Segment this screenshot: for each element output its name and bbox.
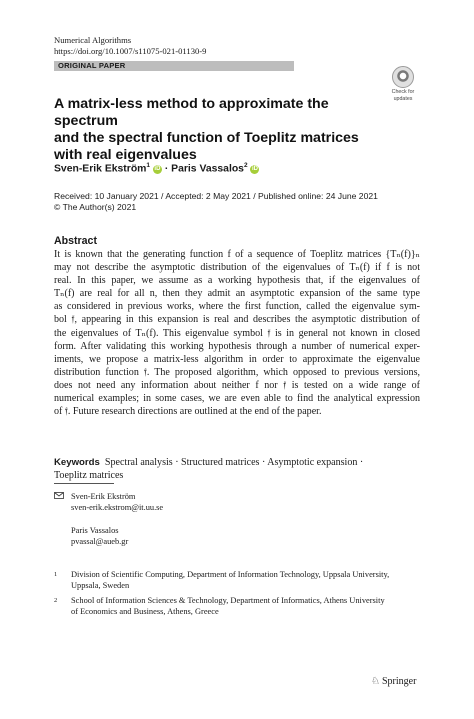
affiliation-marker: 1	[146, 162, 151, 169]
publication-dates	[54, 191, 378, 213]
affiliation-number: 2	[54, 597, 58, 604]
check-for-updates-badge[interactable]	[386, 66, 420, 100]
abstract-body	[54, 248, 420, 418]
abstract-line: iments, we propose a matrix-less algorithm in order to approximate the eigenvalue	[54, 353, 420, 365]
envelope-icon	[54, 492, 64, 499]
check-for-updates-icon	[392, 66, 414, 88]
abstract-line: as considered in previous works, where the first function, called the eigenvalue sym-	[54, 301, 420, 313]
title-line: A matrix-less method to approximate the spectrum	[54, 96, 329, 129]
paper-title	[54, 96, 394, 164]
author-list	[54, 162, 259, 174]
author-separator: ·	[164, 163, 169, 175]
abstract-line: does not need any information about neither f nor 𝔣 is tested on a wide range of	[54, 379, 420, 391]
doi-link[interactable]: https://doi.org/10.1007/s11075-021-01130-9	[54, 46, 207, 56]
abstract-line: may not describe the asymptotic distribution of the eigenvalues of Tₙ(f) if f is not	[54, 262, 420, 274]
contact-email[interactable]: pvassal@aueb.gr	[71, 536, 129, 546]
badge-label-2: updates	[393, 96, 413, 102]
abstract-line: form. After validating this working hypothesis through a number of numerical exper-	[54, 340, 420, 352]
author-name[interactable]: Sven-Erik Ekström	[54, 163, 147, 175]
contact-name: Sven-Erik Ekström	[71, 492, 136, 501]
title-line: and the spectral function of Toeplitz matrices	[54, 130, 359, 146]
abstract-line: of 𝔣. Future research directions are outlined at the end of the paper.	[54, 406, 322, 418]
footnote-divider	[54, 483, 114, 484]
publisher-logo	[371, 676, 416, 687]
abstract-line: Tₙ(f) are real for all n, then they admit an asymptotic expansion of the same type	[54, 288, 420, 300]
affiliation-line: Division of Scientific Computing, Department of Information Technology, Uppsala University,	[71, 570, 390, 579]
contact-name: Paris Vassalos	[71, 526, 119, 535]
contact-email[interactable]: sven-erik.ekstrom@it.uu.se	[71, 502, 164, 512]
title-line: with real eigenvalues	[54, 147, 197, 163]
abstract-line: numerical examples; in some cases, we are even able to find the analytical expression	[54, 393, 420, 405]
springer-horse-icon: ♘	[371, 676, 380, 687]
abstract-line: bol 𝔣, appearing in this expansion is real and describes the asymptotic distribution of	[54, 314, 420, 326]
keywords-list: Toeplitz matrices	[54, 470, 124, 482]
affiliation-line: of Economics and Business, Athens, Greece	[71, 606, 219, 616]
keywords-heading: Keywords	[54, 457, 100, 468]
publisher-name: Springer	[381, 676, 417, 687]
abstract-line: the eigenvalues of Tₙ(f). This eigenvalue symbol 𝔣 is in general not known in closed	[54, 327, 420, 339]
abstract-line: distribution function 𝔣. The proposed algorithm, which opposed to previous versions,	[54, 366, 420, 378]
copyright-line: © The Author(s) 2021	[54, 202, 137, 212]
orcid-icon[interactable]: iD	[154, 166, 161, 173]
affiliation-line: Uppsala, Sweden	[71, 580, 130, 590]
journal-name: Numerical Algorithms	[54, 35, 132, 45]
abstract-line: It is known that the generating function f of a sequence of Toeplitz matrices {Tₙ(f)}ₙ	[54, 249, 420, 260]
journal-header	[54, 35, 206, 57]
affiliation-line: School of Information Sciences & Technology, Department of Informatics, Athens University	[71, 596, 385, 605]
keywords-list: Spectral analysis · Structured matrices · Asymptotic expansion ·	[104, 457, 364, 468]
keywords-section	[54, 456, 420, 482]
abstract-line: real. In this paper, we assume as a working hypothesis that, if the eigenvalues of	[54, 275, 420, 287]
article-type-label: ORIGINAL PAPER	[58, 61, 126, 70]
orcid-icon[interactable]: iD	[251, 166, 258, 173]
date-history: Received: 10 January 2021 / Accepted: 2 May 2021 / Published online: 24 June 2021	[54, 191, 378, 201]
affiliation-marker: 2	[243, 162, 248, 169]
affiliation-number: 1	[54, 571, 58, 578]
article-type-bar	[54, 61, 294, 71]
badge-label-1: Check for	[391, 89, 415, 95]
author-name[interactable]: Paris Vassalos	[171, 163, 244, 175]
abstract-heading: Abstract	[54, 235, 97, 247]
